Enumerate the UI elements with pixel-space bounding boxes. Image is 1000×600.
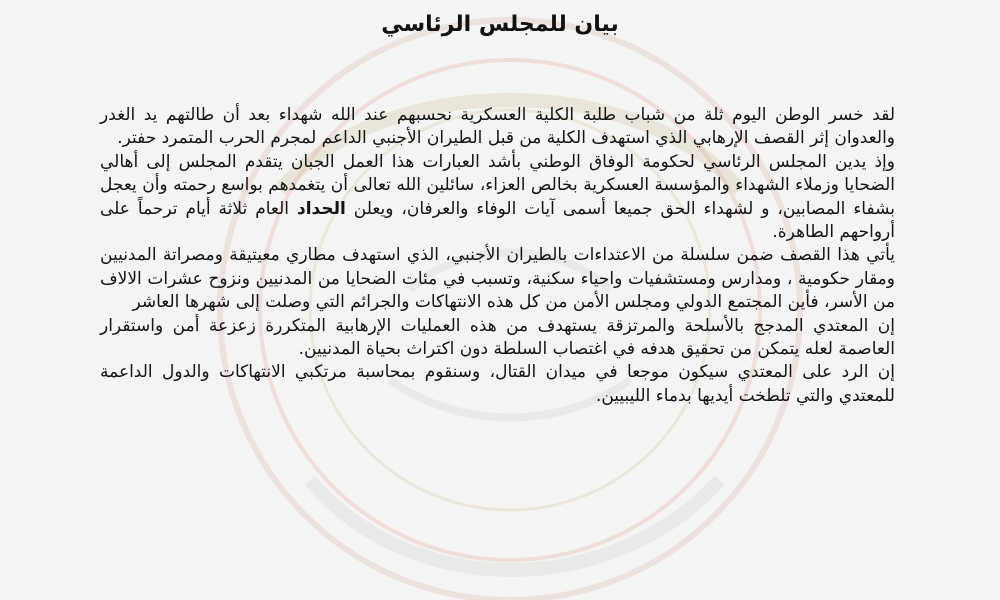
paragraph-2-tail: العام ثلاثة أيام ترحماً على أرواحهم الطاهرة. — [100, 198, 895, 243]
paragraph-3: يأتي هذا القصف ضمن سلسلة من الاعتداءات بالطيران الأجنبي، الذي استهدف مطاري معيتيقة ومصراتة المدنيين ومقار حكومية ، ومدارس ومستشفيات واحياء سكنية، وتسبب في مئات الضحايا من المدنيين ونزوح عشرات الالاف من الأسر، فأين المجتمع الدولي ومجلس الأمن من كل هذه الانتهاكات والجرائم التي وصلت إلى شهرها العاشر — [100, 245, 895, 313]
paragraph-1: لقد خسر الوطن اليوم ثلة من شباب طلبة الكلية العسكرية نحسبهم عند الله شهداء بعد أن طالتهم يد الغدر والعدوان إثر القصف الإرهابي الذي استهدف الكلية من قبل الطيران الأجنبي الداعم لمجرم الحرب المتمرد حفتر. — [100, 105, 895, 149]
document-body — [100, 104, 895, 408]
paragraph-2-text: وإذ يدين المجلس الرئاسي لحكومة الوفاق الوطني بأشد العبارات هذا العمل الجبان يتقدم المجلس إلى أهالي الضحايا وزملاء الشهداء والمؤسسة العسكرية بخالص العزاء، سائلين الله تعالى أن يتغمدهم بواسع رحمته وأن يعجل بشفاء المصابين، و لشهداء الحق جميعا أسمى آيات الوفاء والعرفان، ويعلن — [100, 151, 895, 219]
paragraph-4: إن المعتدي المدجج بالأسلحة والمرتزقة يستهدف من هذه العمليات الإرهابية المتكررة زعزعة أمن واستقرار العاصمة لعله يتمكن من تحقيق هدفه في اغتصاب السلطة دون اكتراث بحياة المدنيين. — [100, 315, 895, 360]
paragraph-5: إن الرد على المعتدي سيكون موجعا في ميدان القتال، وسنقوم بمحاسبة مرتكبي الانتهاكات والدول الداعمة للمعتدي والتي تلطخت أيديها بدماء الليبيين. — [100, 362, 895, 406]
document-title: بيان للمجلس الرئاسي — [381, 12, 619, 37]
paragraph-2 — [100, 151, 895, 245]
mourning-emphasis: الحداد — [296, 198, 346, 219]
